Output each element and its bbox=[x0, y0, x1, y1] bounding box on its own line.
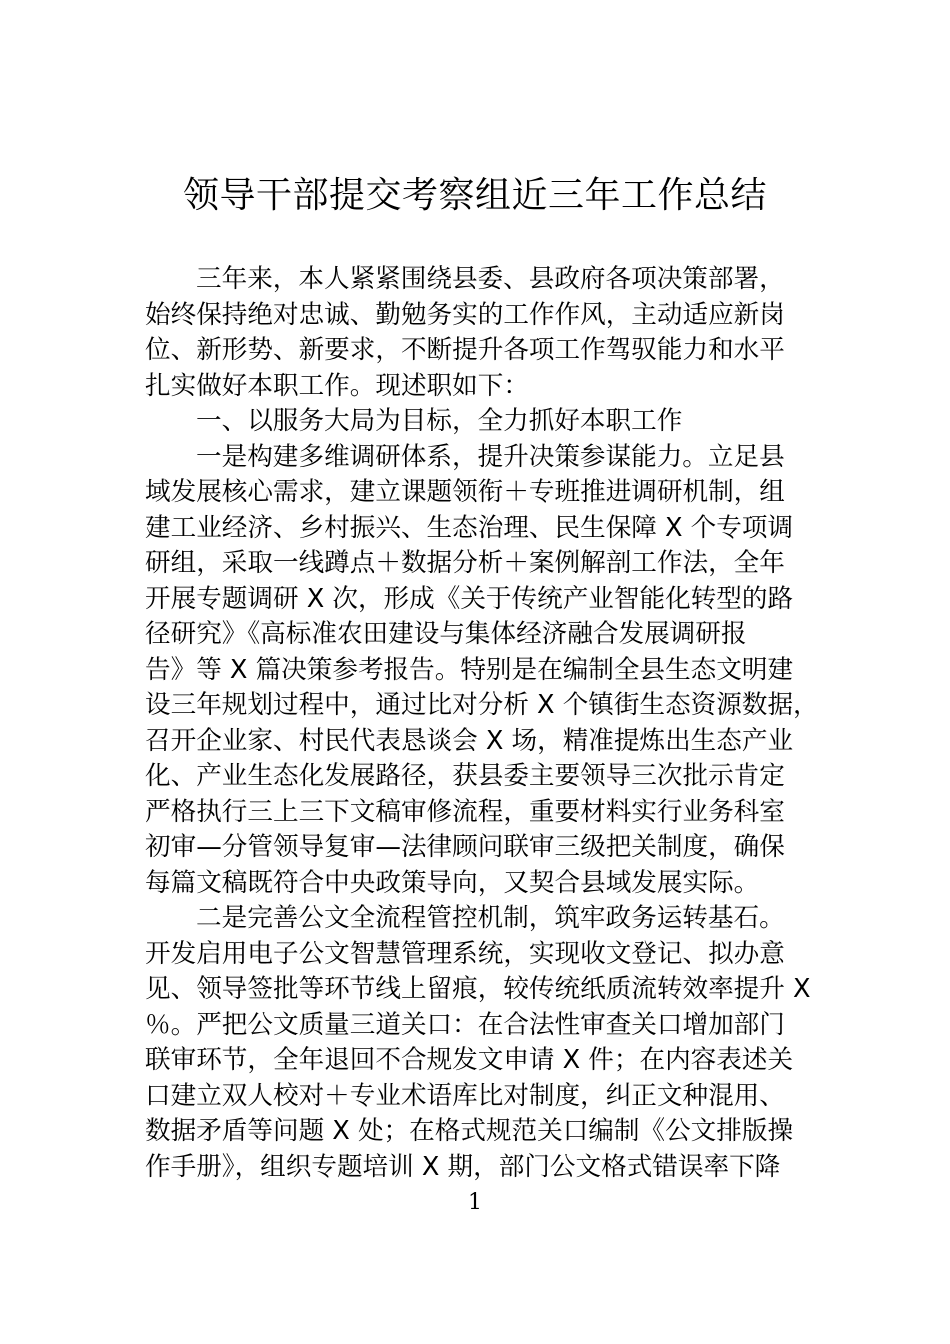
body-line: 一是构建多维调研体系，提升决策参谋能力。立足县 bbox=[196, 441, 785, 472]
body-line: 二是完善公文全流程管控机制，筑牢政务运转基石。 bbox=[196, 903, 785, 933]
body-line: 见、领导签批等环节线上留痕，较传统纸质流转效率提升 X bbox=[145, 974, 811, 1004]
body-line: 初审—分管领导复审—法律顾问联审三级把关制度，确保 bbox=[145, 832, 785, 862]
body-line: ％。严把公文质量三道关口：在合法性审查关口增加部门 bbox=[145, 1009, 785, 1040]
body-line: 联审环节，全年退回不合规发文申请 X 件；在内容表述关 bbox=[145, 1045, 794, 1075]
body-line: 告》等 X 篇决策参考报告。特别是在编制全县生态文明建 bbox=[145, 654, 794, 685]
body-line: 口建立双人校对＋专业术语库比对制度，纠正文种混用、 bbox=[145, 1080, 785, 1111]
body-line: 研组，采取一线蹲点＋数据分析＋案例解剖工作法，全年 bbox=[145, 548, 785, 578]
page-number: 1 bbox=[468, 1190, 482, 1215]
body-line: 每篇文稿既符合中央政策导向，又契合县域发展实际。 bbox=[145, 867, 760, 898]
body-line: 三年来，本人紧紧围绕县委、县政府各项决策部署， bbox=[196, 264, 785, 294]
document-body bbox=[145, 262, 819, 1185]
body-line: 开展专题调研 X 次，形成《关于传统产业智能化转型的路 bbox=[145, 583, 794, 614]
section-heading: 一、以服务大局为目标，全力抓好本职工作 bbox=[196, 406, 683, 436]
body-line: 设三年规划过程中，通过比对分析 X 个镇街生态资源数据， bbox=[145, 690, 819, 720]
body-line: 严格执行三上三下文稿审修流程，重要材料实行业务科室 bbox=[145, 796, 785, 827]
body-line: 位、新形势、新要求，不断提升各项工作驾驭能力和水平 bbox=[145, 335, 785, 365]
body-line: 始终保持绝对忠诚、勤勉务实的工作作风，主动适应新岗 bbox=[145, 299, 785, 330]
body-line: 作手册》，组织专题培训 X 期，部门公文格式错误率下降 bbox=[145, 1151, 781, 1182]
body-line: 开发启用电子公文智慧管理系统，实现收文登记、拟办意 bbox=[145, 938, 785, 969]
body-line: 扎实做好本职工作。现述职如下： bbox=[145, 370, 529, 401]
body-line: 建工业经济、乡村振兴、生态治理、民生保障 X 个专项调 bbox=[145, 512, 794, 543]
body-line: 径研究》《高标准农田建设与集体经济融合发展调研报 bbox=[145, 619, 747, 649]
body-line: 域发展核心需求，建立课题领衔＋专班推进调研机制，组 bbox=[145, 477, 785, 507]
body-line: 数据矛盾等问题 X 处；在格式规范关口编制《公文排版操 bbox=[145, 1116, 794, 1146]
body-line: 召开企业家、村民代表恳谈会 X 场，精准提炼出生态产业 bbox=[145, 725, 794, 756]
body-line: 化、产业生态化发展路径，获县委主要领导三次批示肯定 bbox=[145, 761, 785, 791]
document-title: 领导干部提交考察组近三年工作总结 bbox=[182, 175, 767, 216]
